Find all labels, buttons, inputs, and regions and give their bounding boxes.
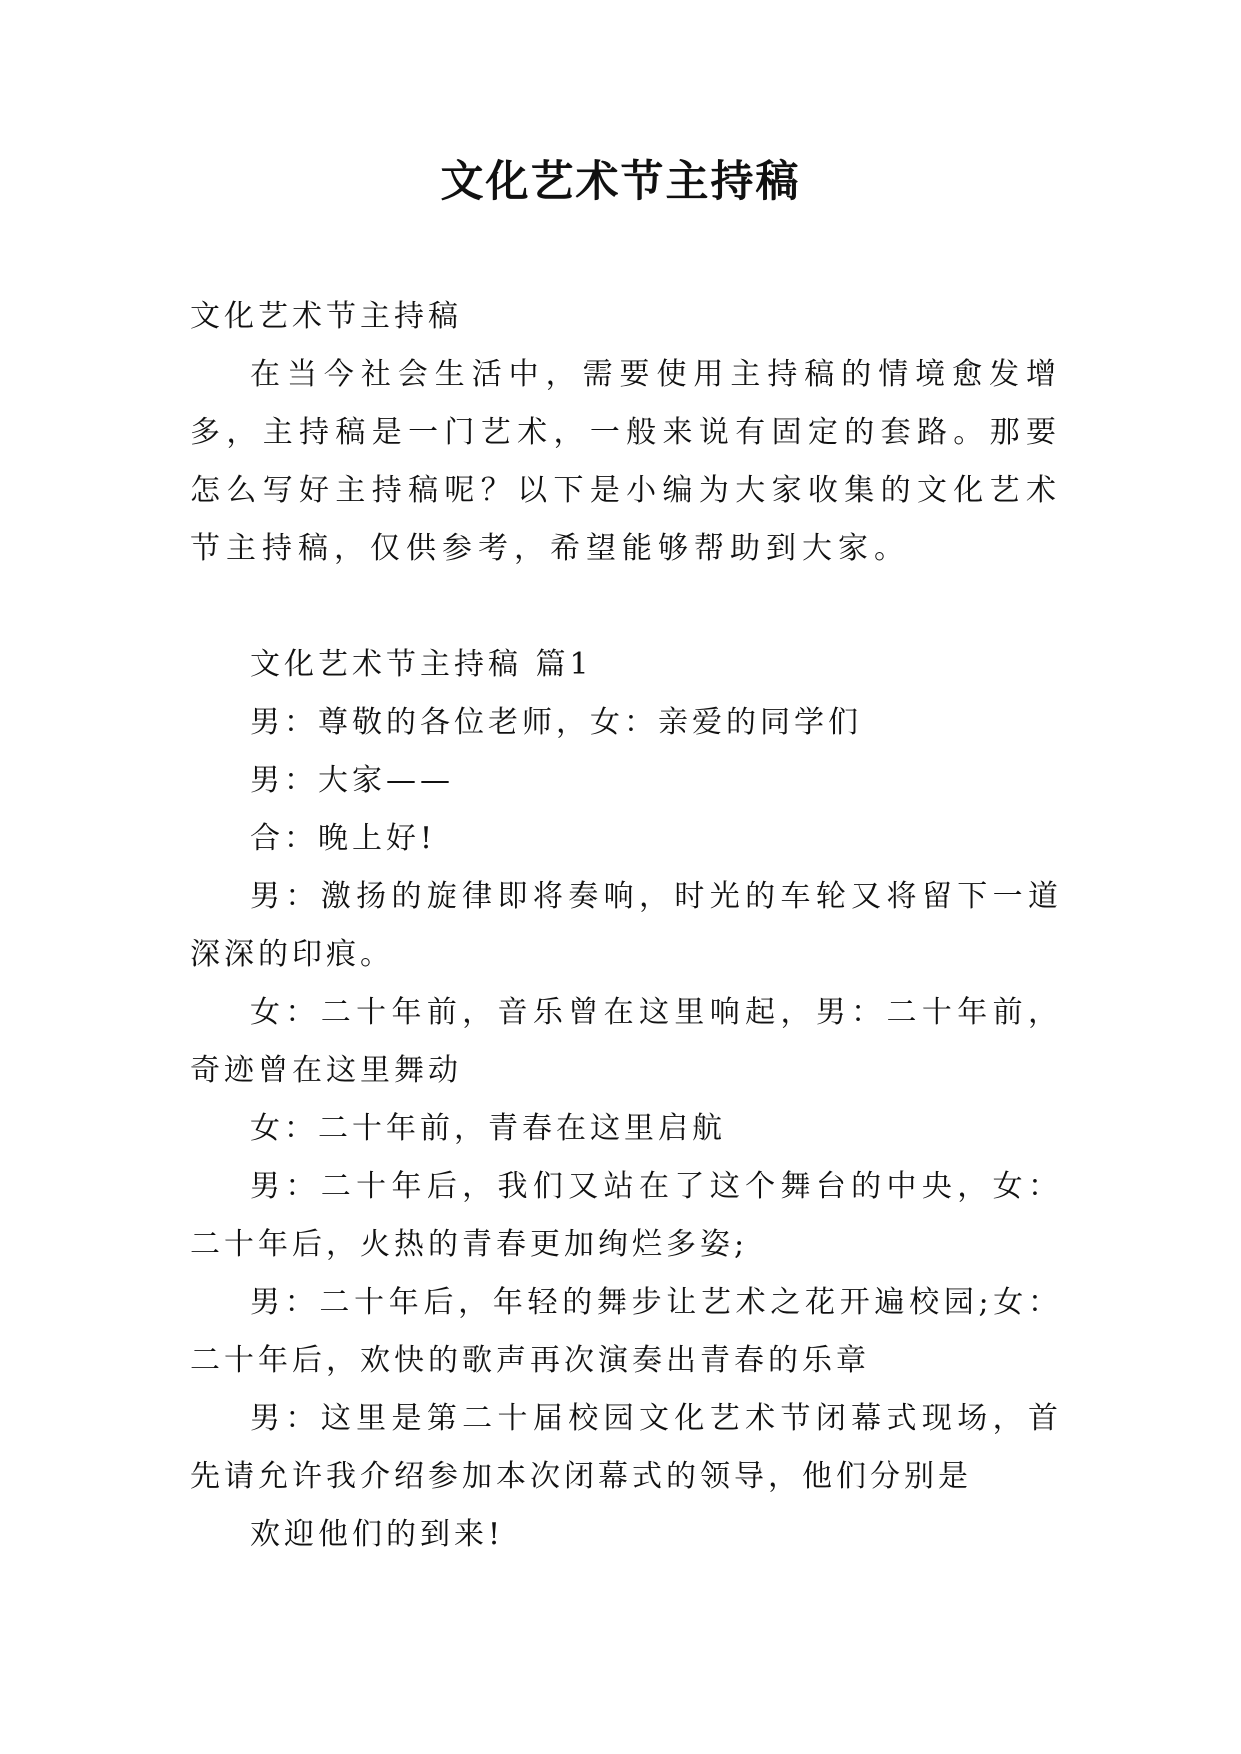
intro-paragraph: 在当今社会生活中，需要使用主持稿的情境愈发增多，主持稿是一门艺术，一般来说有固定的套路。那要怎么写好主持稿呢？以下是小编为大家收集的文化艺术节主持稿，仅供参考，希望能够帮助到大家。 <box>190 357 1062 566</box>
script-line: 女：二十年前，青春在这里启航 <box>250 1111 726 1146</box>
script-line: 男：二十年后，我们又站在了这个舞台的中央，女：二十年后，火热的青春更加绚烂多姿; <box>190 1169 1062 1262</box>
script-line: 男：大家—— <box>250 763 454 798</box>
script-line: 男：激扬的旋律即将奏响，时光的车轮又将留下一道深深的印痕。 <box>190 879 1062 972</box>
script-line: 欢迎他们的到来! <box>250 1517 505 1552</box>
script-line: 男：尊敬的各位老师，女：亲爱的同学们 <box>250 705 862 740</box>
document-body <box>190 288 1062 1564</box>
script-line: 男：二十年后，年轻的舞步让艺术之花开遍校园;女：二十年后，欢快的歌声再次演奏出青春的乐章 <box>190 1285 1062 1378</box>
script-line: 女：二十年前，音乐曾在这里响起，男：二十年前，奇迹曾在这里舞动 <box>190 995 1062 1088</box>
section-heading: 文化艺术节主持稿 篇1 <box>250 647 593 682</box>
document-subtitle: 文化艺术节主持稿 <box>190 299 462 334</box>
script-line: 男：这里是第二十届校园文化艺术节闭幕式现场，首先请允许我介绍参加本次闭幕式的领导，他们分别是 <box>190 1401 1062 1494</box>
document-title: 文化艺术节主持稿 <box>440 157 801 207</box>
script-line: 合：晚上好! <box>250 821 437 856</box>
